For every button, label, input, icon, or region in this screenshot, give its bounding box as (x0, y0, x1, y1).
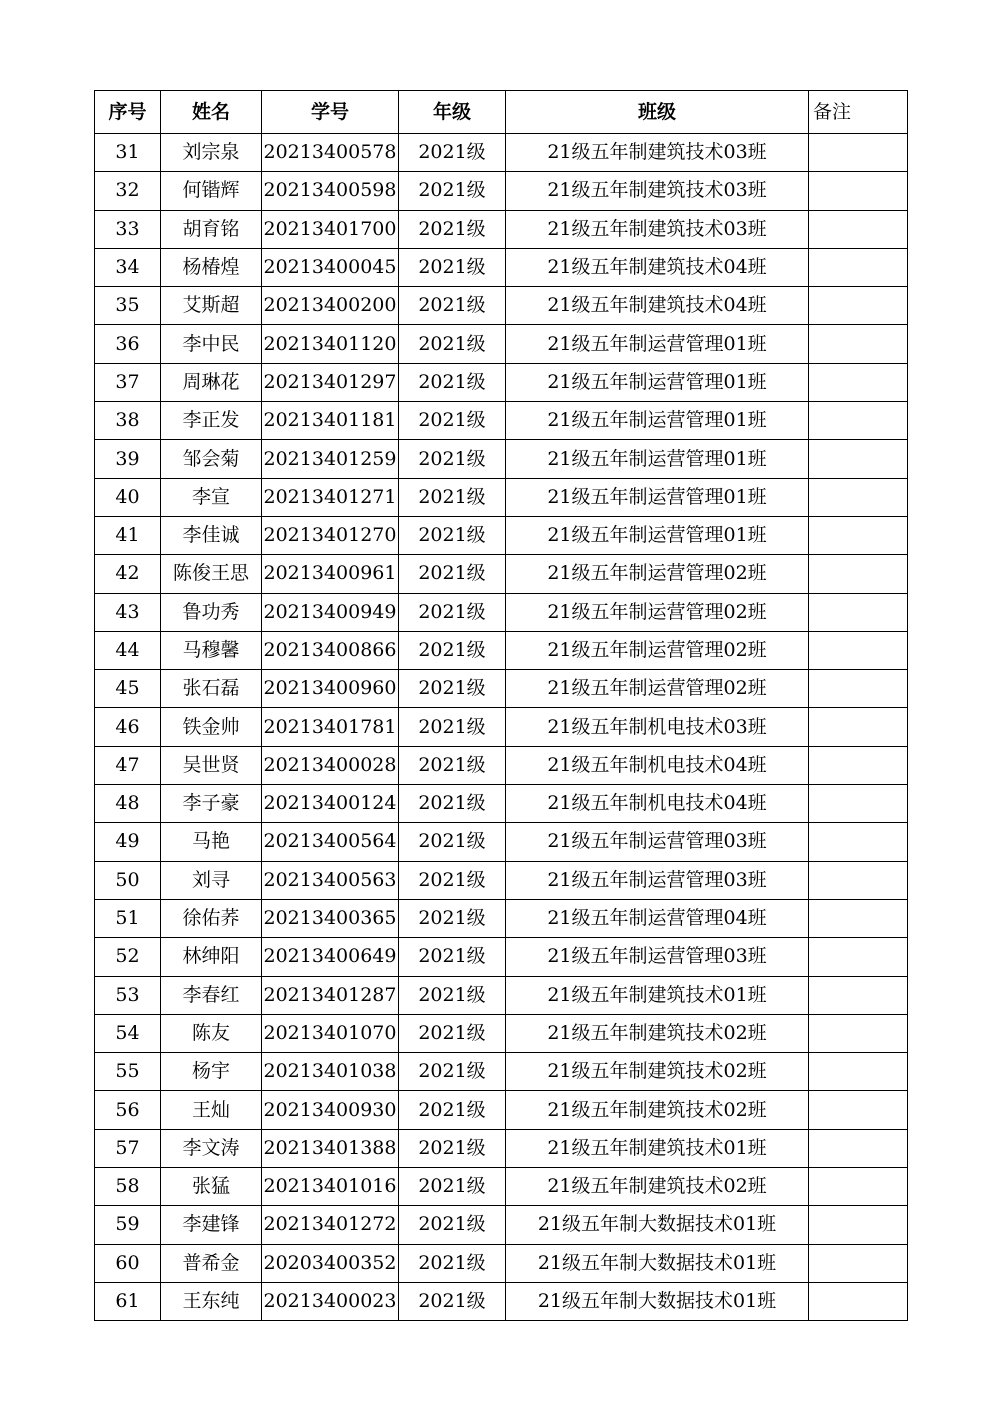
cell-grade: 2021级 (399, 402, 506, 440)
cell-grade: 2021级 (399, 1244, 506, 1282)
cell-grade: 2021级 (399, 363, 506, 401)
cell-student-id: 20213400124 (262, 785, 399, 823)
cell-name: 杨宇 (161, 1053, 262, 1091)
cell-name: 李建锋 (161, 1206, 262, 1244)
cell-remarks (809, 938, 908, 976)
header-class: 班级 (506, 91, 809, 134)
header-remarks: 备注 (809, 91, 908, 134)
cell-class: 21级五年制运营管理01班 (506, 325, 809, 363)
header-serial-number: 序号 (95, 91, 161, 134)
cell-remarks (809, 708, 908, 746)
cell-serial-number: 48 (95, 785, 161, 823)
cell-remarks (809, 1168, 908, 1206)
cell-remarks (809, 861, 908, 899)
cell-student-id: 20213400949 (262, 593, 399, 631)
cell-remarks (809, 516, 908, 554)
table-row (95, 593, 908, 631)
cell-remarks (809, 670, 908, 708)
cell-name: 李佳诚 (161, 516, 262, 554)
cell-remarks (809, 555, 908, 593)
table-row (95, 670, 908, 708)
cell-student-id: 20213401038 (262, 1053, 399, 1091)
cell-name: 吴世贤 (161, 746, 262, 784)
cell-name: 普希金 (161, 1244, 262, 1282)
cell-class: 21级五年制大数据技术01班 (506, 1206, 809, 1244)
cell-grade: 2021级 (399, 1282, 506, 1320)
cell-name: 李正发 (161, 402, 262, 440)
cell-serial-number: 37 (95, 363, 161, 401)
cell-student-id: 20213400578 (262, 134, 399, 172)
cell-serial-number: 59 (95, 1206, 161, 1244)
cell-serial-number: 31 (95, 134, 161, 172)
cell-grade: 2021级 (399, 555, 506, 593)
cell-class: 21级五年制运营管理01班 (506, 516, 809, 554)
cell-class: 21级五年制建筑技术01班 (506, 976, 809, 1014)
cell-class: 21级五年制建筑技术04班 (506, 248, 809, 286)
cell-serial-number: 49 (95, 823, 161, 861)
cell-grade: 2021级 (399, 516, 506, 554)
table-row (95, 976, 908, 1014)
cell-class: 21级五年制运营管理03班 (506, 861, 809, 899)
cell-student-id: 20213401388 (262, 1129, 399, 1167)
cell-serial-number: 40 (95, 478, 161, 516)
cell-remarks (809, 593, 908, 631)
cell-class: 21级五年制建筑技术04班 (506, 287, 809, 325)
cell-name: 李春红 (161, 976, 262, 1014)
header-name: 姓名 (161, 91, 262, 134)
table-row (95, 1168, 908, 1206)
cell-class: 21级五年制运营管理01班 (506, 478, 809, 516)
cell-serial-number: 46 (95, 708, 161, 746)
cell-name: 周琳花 (161, 363, 262, 401)
cell-remarks (809, 134, 908, 172)
cell-class: 21级五年制建筑技术03班 (506, 134, 809, 172)
cell-remarks (809, 823, 908, 861)
cell-grade: 2021级 (399, 746, 506, 784)
table-row (95, 440, 908, 478)
cell-remarks (809, 287, 908, 325)
cell-serial-number: 58 (95, 1168, 161, 1206)
cell-name: 林绅阳 (161, 938, 262, 976)
table-row (95, 172, 908, 210)
cell-name: 张石磊 (161, 670, 262, 708)
table-row (95, 746, 908, 784)
cell-student-id: 20213400866 (262, 631, 399, 669)
cell-serial-number: 57 (95, 1129, 161, 1167)
cell-name: 胡育铭 (161, 210, 262, 248)
cell-name: 马穆馨 (161, 631, 262, 669)
cell-class: 21级五年制运营管理04班 (506, 899, 809, 937)
cell-grade: 2021级 (399, 134, 506, 172)
cell-remarks (809, 1053, 908, 1091)
cell-remarks (809, 899, 908, 937)
cell-serial-number: 47 (95, 746, 161, 784)
cell-name: 陈友 (161, 1014, 262, 1052)
table-row (95, 1053, 908, 1091)
cell-remarks (809, 746, 908, 784)
cell-remarks (809, 1014, 908, 1052)
table-row (95, 938, 908, 976)
cell-grade: 2021级 (399, 938, 506, 976)
cell-remarks (809, 248, 908, 286)
cell-serial-number: 52 (95, 938, 161, 976)
cell-class: 21级五年制机电技术03班 (506, 708, 809, 746)
cell-student-id: 20213400564 (262, 823, 399, 861)
cell-remarks (809, 363, 908, 401)
cell-grade: 2021级 (399, 785, 506, 823)
cell-class: 21级五年制运营管理02班 (506, 631, 809, 669)
cell-class: 21级五年制建筑技术03班 (506, 172, 809, 210)
cell-name: 鲁功秀 (161, 593, 262, 631)
cell-class: 21级五年制运营管理01班 (506, 440, 809, 478)
cell-student-id: 20213401271 (262, 478, 399, 516)
cell-student-id: 20213400960 (262, 670, 399, 708)
cell-name: 李文涛 (161, 1129, 262, 1167)
table-header-row (95, 91, 908, 134)
cell-serial-number: 51 (95, 899, 161, 937)
cell-name: 张猛 (161, 1168, 262, 1206)
table-row (95, 287, 908, 325)
cell-grade: 2021级 (399, 1014, 506, 1052)
cell-class: 21级五年制运营管理02班 (506, 593, 809, 631)
cell-serial-number: 56 (95, 1091, 161, 1129)
cell-serial-number: 61 (95, 1282, 161, 1320)
cell-student-id: 20213401272 (262, 1206, 399, 1244)
cell-student-id: 20213401070 (262, 1014, 399, 1052)
table-row (95, 1129, 908, 1167)
cell-remarks (809, 1206, 908, 1244)
cell-student-id: 20213401181 (262, 402, 399, 440)
cell-serial-number: 50 (95, 861, 161, 899)
student-roster-table (94, 90, 908, 1321)
cell-grade: 2021级 (399, 670, 506, 708)
cell-student-id: 20213401016 (262, 1168, 399, 1206)
cell-remarks (809, 1282, 908, 1320)
table-row (95, 1282, 908, 1320)
cell-grade: 2021级 (399, 172, 506, 210)
table-row (95, 248, 908, 286)
table-row (95, 325, 908, 363)
cell-remarks (809, 325, 908, 363)
cell-student-id: 20213400028 (262, 746, 399, 784)
cell-student-id: 20213401297 (262, 363, 399, 401)
cell-serial-number: 39 (95, 440, 161, 478)
cell-remarks (809, 1244, 908, 1282)
cell-class: 21级五年制运营管理01班 (506, 363, 809, 401)
cell-student-id: 20213400930 (262, 1091, 399, 1129)
cell-remarks (809, 402, 908, 440)
cell-serial-number: 41 (95, 516, 161, 554)
cell-serial-number: 33 (95, 210, 161, 248)
table-row (95, 631, 908, 669)
cell-name: 刘寻 (161, 861, 262, 899)
cell-serial-number: 36 (95, 325, 161, 363)
cell-serial-number: 43 (95, 593, 161, 631)
cell-grade: 2021级 (399, 1053, 506, 1091)
cell-serial-number: 42 (95, 555, 161, 593)
cell-name: 王灿 (161, 1091, 262, 1129)
cell-class: 21级五年制建筑技术03班 (506, 210, 809, 248)
table-row (95, 708, 908, 746)
cell-grade: 2021级 (399, 478, 506, 516)
cell-grade: 2021级 (399, 1129, 506, 1167)
cell-grade: 2021级 (399, 1091, 506, 1129)
table-row (95, 1206, 908, 1244)
cell-student-id: 20213401270 (262, 516, 399, 554)
cell-student-id: 20213400200 (262, 287, 399, 325)
cell-serial-number: 38 (95, 402, 161, 440)
cell-grade: 2021级 (399, 325, 506, 363)
cell-remarks (809, 1091, 908, 1129)
cell-remarks (809, 976, 908, 1014)
cell-serial-number: 45 (95, 670, 161, 708)
cell-grade: 2021级 (399, 593, 506, 631)
cell-serial-number: 55 (95, 1053, 161, 1091)
cell-name: 刘宗泉 (161, 134, 262, 172)
cell-serial-number: 34 (95, 248, 161, 286)
cell-name: 陈俊王思 (161, 555, 262, 593)
cell-student-id: 20213400365 (262, 899, 399, 937)
cell-name: 李子豪 (161, 785, 262, 823)
table-row (95, 823, 908, 861)
cell-grade: 2021级 (399, 861, 506, 899)
table-row (95, 899, 908, 937)
cell-serial-number: 60 (95, 1244, 161, 1282)
cell-student-id: 20213400649 (262, 938, 399, 976)
cell-grade: 2021级 (399, 287, 506, 325)
cell-student-id: 20213401700 (262, 210, 399, 248)
cell-name: 王东纯 (161, 1282, 262, 1320)
cell-class: 21级五年制运营管理03班 (506, 823, 809, 861)
cell-student-id: 20213401120 (262, 325, 399, 363)
cell-remarks (809, 1129, 908, 1167)
table-row (95, 1244, 908, 1282)
cell-class: 21级五年制运营管理02班 (506, 670, 809, 708)
cell-class: 21级五年制大数据技术01班 (506, 1282, 809, 1320)
cell-student-id: 20213401287 (262, 976, 399, 1014)
cell-grade: 2021级 (399, 1168, 506, 1206)
table-row (95, 402, 908, 440)
cell-name: 艾斯超 (161, 287, 262, 325)
cell-class: 21级五年制运营管理01班 (506, 402, 809, 440)
cell-name: 李中民 (161, 325, 262, 363)
table-row (95, 785, 908, 823)
cell-serial-number: 44 (95, 631, 161, 669)
table-row (95, 210, 908, 248)
cell-name: 徐佑荞 (161, 899, 262, 937)
cell-class: 21级五年制机电技术04班 (506, 746, 809, 784)
cell-grade: 2021级 (399, 248, 506, 286)
cell-serial-number: 35 (95, 287, 161, 325)
table-row (95, 1014, 908, 1052)
cell-class: 21级五年制运营管理02班 (506, 555, 809, 593)
table-body (95, 134, 908, 1321)
table-row (95, 861, 908, 899)
cell-serial-number: 53 (95, 976, 161, 1014)
cell-grade: 2021级 (399, 631, 506, 669)
cell-student-id: 20213400045 (262, 248, 399, 286)
cell-name: 何锴辉 (161, 172, 262, 210)
cell-student-id: 20203400352 (262, 1244, 399, 1282)
cell-grade: 2021级 (399, 440, 506, 478)
cell-class: 21级五年制建筑技术02班 (506, 1168, 809, 1206)
table-row (95, 516, 908, 554)
table-row (95, 363, 908, 401)
cell-name: 李宣 (161, 478, 262, 516)
cell-class: 21级五年制建筑技术01班 (506, 1129, 809, 1167)
cell-remarks (809, 785, 908, 823)
cell-class: 21级五年制建筑技术02班 (506, 1091, 809, 1129)
cell-name: 马艳 (161, 823, 262, 861)
header-grade: 年级 (399, 91, 506, 134)
cell-student-id: 20213400563 (262, 861, 399, 899)
cell-serial-number: 32 (95, 172, 161, 210)
cell-grade: 2021级 (399, 210, 506, 248)
header-student-id: 学号 (262, 91, 399, 134)
cell-student-id: 20213401259 (262, 440, 399, 478)
cell-remarks (809, 631, 908, 669)
table-row (95, 555, 908, 593)
cell-student-id: 20213401781 (262, 708, 399, 746)
cell-grade: 2021级 (399, 976, 506, 1014)
cell-class: 21级五年制机电技术04班 (506, 785, 809, 823)
cell-serial-number: 54 (95, 1014, 161, 1052)
cell-class: 21级五年制建筑技术02班 (506, 1053, 809, 1091)
cell-name: 邹会菊 (161, 440, 262, 478)
cell-name: 杨椿煌 (161, 248, 262, 286)
cell-grade: 2021级 (399, 708, 506, 746)
cell-grade: 2021级 (399, 899, 506, 937)
cell-remarks (809, 210, 908, 248)
cell-student-id: 20213400598 (262, 172, 399, 210)
table-row (95, 134, 908, 172)
cell-remarks (809, 172, 908, 210)
cell-class: 21级五年制建筑技术02班 (506, 1014, 809, 1052)
cell-remarks (809, 440, 908, 478)
cell-grade: 2021级 (399, 1206, 506, 1244)
table-row (95, 478, 908, 516)
table-row (95, 1091, 908, 1129)
cell-class: 21级五年制大数据技术01班 (506, 1244, 809, 1282)
cell-student-id: 20213400961 (262, 555, 399, 593)
cell-remarks (809, 478, 908, 516)
cell-class: 21级五年制运营管理03班 (506, 938, 809, 976)
cell-name: 铁金帅 (161, 708, 262, 746)
cell-grade: 2021级 (399, 823, 506, 861)
cell-student-id: 20213400023 (262, 1282, 399, 1320)
